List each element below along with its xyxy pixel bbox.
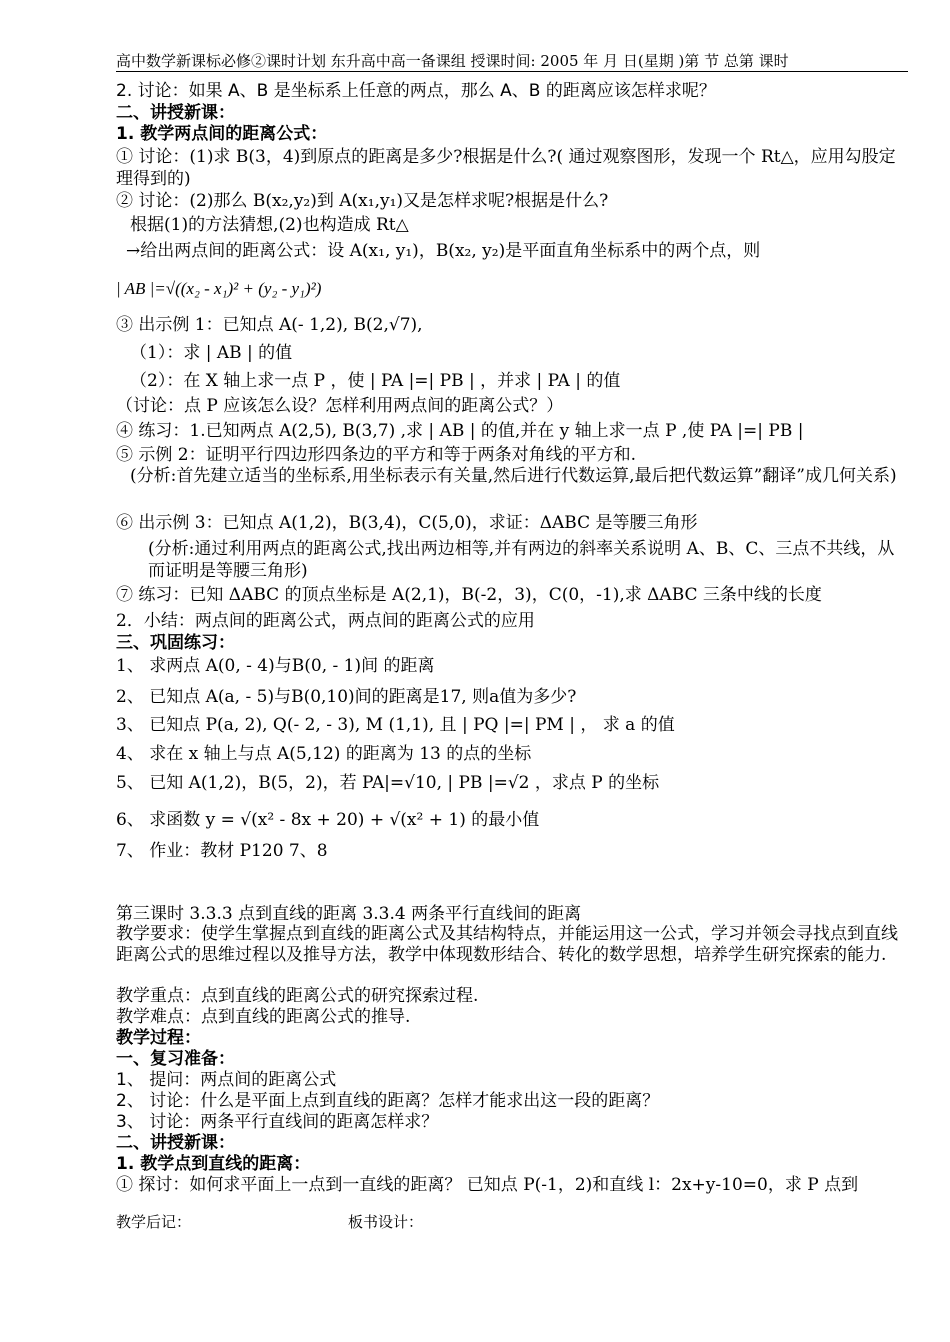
page-header: 高中数学新课标必修②课时计划 东升高中高一备课组 授课时间: 2005 年 月 日(星期 )第 节 总第 课时 bbox=[116, 52, 908, 72]
line-explore: ① 探讨：如何求平面上一点到一直线的距离？ 已知点 P(-1，2)和直线 l：2x+y-10=0，求 P 点到 bbox=[116, 1175, 859, 1195]
line-example-3: ⑥ 出示例 3：已知点 A(1,2)，B(3,4)，C(5,0)，求证：ΔABC 是等腰三角形 bbox=[116, 513, 698, 533]
line-example-1-part-1: （1）：求 | AB | 的值 bbox=[130, 343, 293, 363]
heading-review: 一、复习准备： bbox=[116, 1049, 235, 1069]
heading-point-line-distance: 1. 教学点到直线的距离： bbox=[116, 1154, 311, 1174]
line-example-1: ③ 出示例 1：已知点 A(- 1,2), B(2,√7), bbox=[116, 315, 423, 335]
footer-teaching-notes: 教学后记： bbox=[116, 1213, 192, 1231]
review-3: 3、 讨论：两条平行直线间的距离怎样求？ bbox=[116, 1112, 439, 1132]
line-example-1-part-2: （2）：在 X 轴上求一点 P ，使 | PA |=| PB | ，并求 | PA | 的值 bbox=[130, 371, 621, 391]
exercise-3: 3、 已知点 P(a, 2), Q(- 2, - 3), M (1,1), 且 | PQ |=| PM | ， 求 a 的值 bbox=[116, 715, 675, 735]
heading-practice: 三、巩固练习： bbox=[116, 633, 235, 653]
line-formula-intro: →给出两点间的距离公式：设 A(x₁, y₁)，B(x₂, y₂)是平面直角坐标系中的两个点，则 bbox=[126, 241, 761, 261]
line-discussion-1: ① 讨论：(1)求 B(3，4)到原点的距离是多少?根据是什么?( 通过观察图形，发现一个 Rt△，应用勾股定理得到的) bbox=[116, 147, 896, 189]
line-example-1-discussion: （讨论：点 P 应该怎么设？怎样利用两点间的距离公式？） bbox=[116, 396, 564, 416]
line-example-2-analysis: (分析:首先建立适当的坐标系,用坐标表示有关量,然后进行代数运算,最后把代数运算”翻译”成几何关系) bbox=[130, 466, 897, 486]
line-practice-2: ⑦ 练习：已知 ΔABC 的顶点坐标是 A(2,1)，B(-2，3)，C(0，-1),求 ΔABC 三条中线的长度 bbox=[116, 585, 822, 605]
heading-distance-formula: 1. 教学两点间的距离公式： bbox=[116, 124, 328, 144]
exercise-7: 7、 作业：教材 P120 7、8 bbox=[116, 841, 328, 861]
line-discussion-intro: 2. 讨论：如果 A、B 是坐标系上任意的两点，那么 A、B 的距离应该怎样求呢？ bbox=[116, 81, 716, 101]
footer-board-design: 板书设计： bbox=[348, 1213, 424, 1231]
distance-formula: | AB |=√((x₂ - x₁)² + (y₂ - y₁)²) bbox=[116, 279, 322, 298]
review-2: 2、 讨论：什么是平面上点到直线的距离？怎样才能求出这一段的距离？ bbox=[116, 1091, 660, 1111]
exercise-5: 5、 已知 A(1,2)，B(5，2)，若 PA|=√10, | PB |=√2 ，求点 P 的坐标 bbox=[116, 773, 660, 793]
teaching-requirements: 教学要求：使学生掌握点到直线的距离公式及其结构特点，并能运用这一公式，学习并领会寻找点到直线距离公式的思维过程以及推导方法，教学中体现数形结合、转化的数学思想，培养学生研究探索的能力. bbox=[116, 924, 898, 965]
heading-new-lesson: 二、讲授新课： bbox=[116, 103, 235, 123]
review-1: 1、 提问：两点间的距离公式 bbox=[116, 1070, 337, 1090]
heading-teaching-process: 教学过程： bbox=[116, 1028, 201, 1048]
heading-new-lesson-2: 二、讲授新课： bbox=[116, 1133, 235, 1153]
line-example-2: ⑤ 示例 2：证明平行四边形四条边的平方和等于两条对角线的平方和. bbox=[116, 445, 637, 465]
line-example-3-analysis: (分析:通过利用两点的距离公式,找出两边相等,并有两边的斜率关系说明 A、B、C、三点不共线，从而证明是等腰三角形) bbox=[148, 539, 895, 581]
exercise-1: 1、 求两点 A(0, - 4)与B(0, - 1)间 的距离 bbox=[116, 656, 435, 676]
teaching-difficulty: 教学难点：点到直线的距离公式的推导. bbox=[116, 1007, 411, 1027]
exercise-2: 2、 已知点 A(a, - 5)与B(0,10)间的距离是17, 则a值为多少? bbox=[116, 687, 577, 707]
line-guess: 根据(1)的方法猜想,(2)也构造成 Rt△ bbox=[130, 215, 409, 235]
teaching-focus: 教学重点：点到直线的距离公式的研究探索过程. bbox=[116, 986, 479, 1006]
exercise-4: 4、 求在 x 轴上与点 A(5,12) 的距离为 13 的点的坐标 bbox=[116, 744, 532, 764]
line-discussion-2: ② 讨论：(2)那么 B(x₂,y₂)到 A(x₁,y₁)又是怎样求呢?根据是什么? bbox=[116, 191, 609, 211]
lesson-3-title: 第三课时 3.3.3 点到直线的距离 3.3.4 两条平行直线间的距离 bbox=[116, 904, 582, 924]
line-practice-1: ④ 练习：1.已知两点 A(2,5), B(3,7) ,求 | AB | 的值,并在 y 轴上求一点 P ,使 PA |=| PB | bbox=[116, 421, 804, 441]
line-summary: 2．小结：两点间的距离公式，两点间的距离公式的应用 bbox=[116, 611, 535, 631]
exercise-6: 6、 求函数 y = √(x² - 8x + 20) + √(x² + 1) 的最小值 bbox=[116, 810, 540, 830]
